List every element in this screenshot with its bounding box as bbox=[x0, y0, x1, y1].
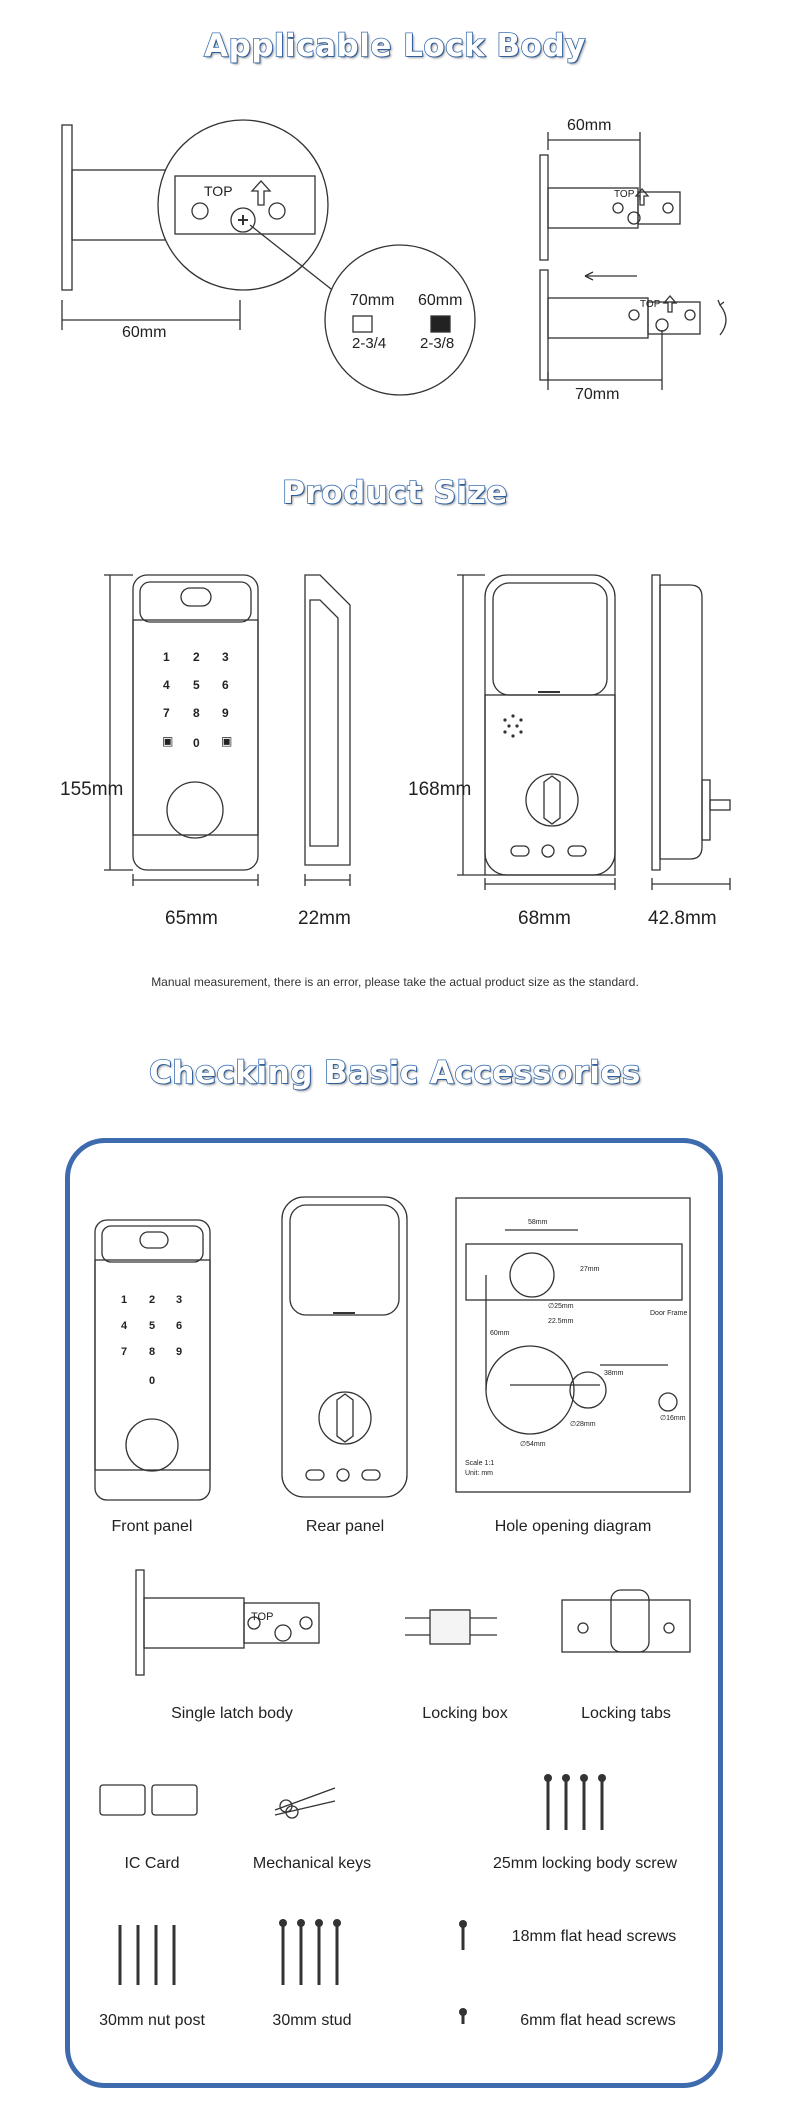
acc-front-key-3: 3 bbox=[176, 1294, 183, 1306]
right-bottom-dim-label: 70mm bbox=[575, 386, 620, 403]
section-title-lock-body: Applicable Lock Body bbox=[204, 28, 586, 64]
top-label-right-1: TOP bbox=[614, 189, 635, 200]
measurement-note: Manual measurement, there is an error, please take the actual product size as the standard. bbox=[151, 975, 639, 989]
hole-h27: 27mm bbox=[580, 1266, 600, 1273]
caption-stud: 30mm stud bbox=[272, 2012, 352, 2029]
side-depth-label: 22mm bbox=[298, 908, 351, 929]
acc-front-key-4: 4 bbox=[121, 1320, 128, 1332]
product-size-diagram bbox=[0, 560, 790, 940]
front-key-8: 8 bbox=[193, 706, 200, 720]
caption-front-panel: Front panel bbox=[111, 1518, 193, 1535]
acc-top-label: TOP bbox=[251, 1611, 274, 1623]
acc-front-key-5: 5 bbox=[149, 1320, 156, 1332]
hole-d16: ∅16mm bbox=[660, 1415, 686, 1422]
front-key-6: 6 bbox=[222, 678, 229, 692]
front-key-1: 1 bbox=[163, 650, 170, 664]
front-key-2: 2 bbox=[193, 650, 200, 664]
hole-d22: 22.5mm bbox=[548, 1318, 574, 1325]
caption-nut-post: 30mm nut post bbox=[99, 2012, 205, 2029]
section-title-accessories: Checking Basic Accessories bbox=[149, 1055, 641, 1091]
left-dim-label: 60mm bbox=[122, 324, 167, 341]
acc-front-key-7: 7 bbox=[121, 1346, 128, 1358]
acc-front-key-8: 8 bbox=[149, 1346, 156, 1358]
front-height-label: 155mm bbox=[60, 779, 124, 800]
hole-door-frame: Door Frame bbox=[650, 1310, 688, 1317]
size-a-inch-label: 2-3/4 bbox=[352, 335, 387, 352]
rear-height-label: 168mm bbox=[408, 779, 472, 800]
hole-h60: 60mm bbox=[490, 1330, 510, 1337]
acc-front-key-1: 1 bbox=[121, 1294, 128, 1306]
lock-body-diagram bbox=[0, 100, 790, 500]
front-width-label: 65mm bbox=[165, 908, 218, 929]
front-key-5: 5 bbox=[193, 678, 200, 692]
hole-d28: ∅28mm bbox=[570, 1421, 596, 1428]
hole-d54: ∅54mm bbox=[520, 1441, 546, 1448]
caption-locking-box: Locking box bbox=[422, 1705, 508, 1722]
size-a-label: 70mm bbox=[350, 292, 395, 309]
top-label-right-2: TOP bbox=[640, 299, 661, 310]
caption-screw-6: 6mm flat head screws bbox=[520, 2012, 676, 2029]
caption-single-latch: Single latch body bbox=[171, 1705, 293, 1722]
unlock-icon: ▣ bbox=[221, 734, 233, 748]
rear-depth-label: 42.8mm bbox=[648, 908, 717, 929]
acc-front-key-0: 0 bbox=[149, 1375, 156, 1387]
caption-screw-25: 25mm locking body screw bbox=[492, 1855, 678, 1872]
caption-mech-keys: Mechanical keys bbox=[252, 1855, 372, 1872]
caption-hole-diagram: Hole opening diagram bbox=[494, 1518, 652, 1535]
caption-ic-card: IC Card bbox=[124, 1855, 180, 1872]
acc-front-key-9: 9 bbox=[176, 1346, 183, 1358]
front-key-4: 4 bbox=[163, 678, 170, 692]
size-b-label: 60mm bbox=[418, 292, 463, 309]
caption-locking-tabs: Locking tabs bbox=[581, 1705, 671, 1722]
lock-icon: ▣ bbox=[162, 734, 174, 748]
front-key-9: 9 bbox=[222, 706, 229, 720]
hole-scale: Scale 1:1 bbox=[465, 1460, 495, 1467]
right-top-dim-label: 60mm bbox=[567, 117, 612, 134]
hole-d25: ∅25mm bbox=[548, 1303, 574, 1310]
front-key-3: 3 bbox=[222, 650, 229, 664]
caption-rear-panel: Rear panel bbox=[305, 1518, 385, 1535]
acc-front-key-2: 2 bbox=[149, 1294, 156, 1306]
acc-front-key-6: 6 bbox=[176, 1320, 183, 1332]
hole-unit: Unit: mm bbox=[465, 1470, 493, 1477]
front-key-0: 0 bbox=[193, 736, 200, 750]
hole-w58: 58mm bbox=[528, 1219, 548, 1226]
caption-screw-18: 18mm flat head screws bbox=[511, 1928, 677, 1945]
rear-width-label: 68mm bbox=[518, 908, 571, 929]
front-key-7: 7 bbox=[163, 706, 170, 720]
size-b-inch-label: 2-3/8 bbox=[420, 335, 455, 352]
top-label-left: TOP bbox=[204, 183, 233, 199]
section-title-product-size: Product Size bbox=[282, 475, 508, 511]
hole-d38: 38mm bbox=[604, 1370, 624, 1377]
